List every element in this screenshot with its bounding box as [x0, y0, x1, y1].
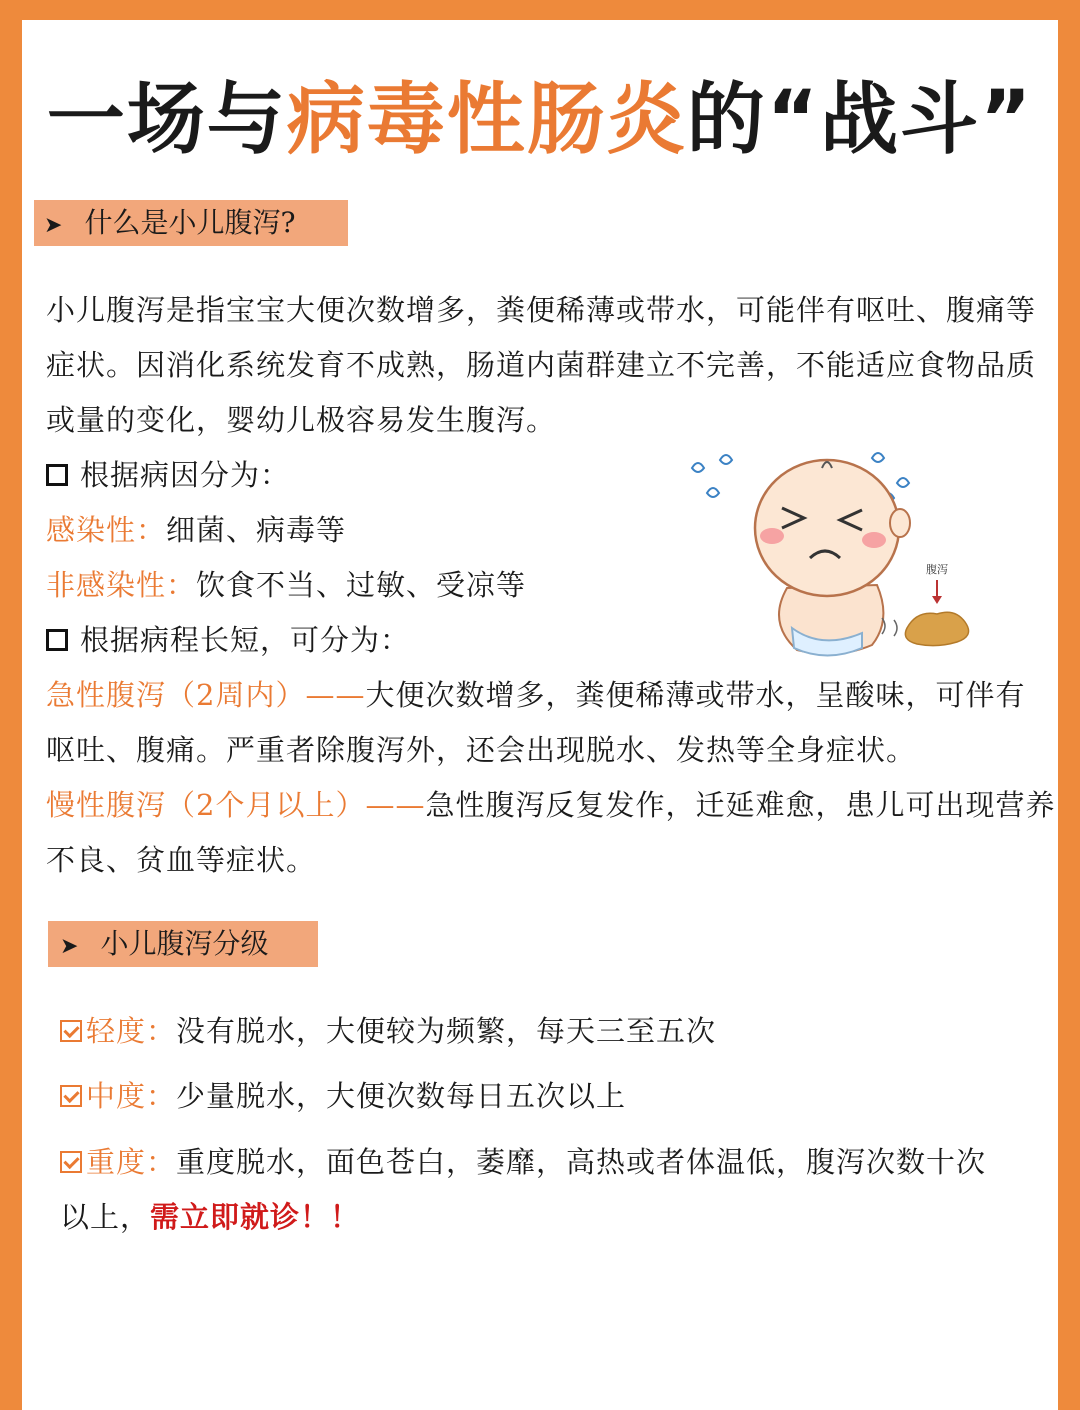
checkbox-checked-icon	[60, 1020, 82, 1042]
noninfectious-text: 饮食不当、过敏、受凉等	[196, 568, 527, 602]
section-heading-what-is: ➤ 什么是小儿腹泻?	[34, 200, 348, 246]
article-card	[22, 20, 1058, 1410]
sweat-drop-icon	[872, 453, 884, 462]
infectious-text: 细菌、病毒等	[166, 513, 347, 547]
noninfectious-label: 非感染性：	[46, 568, 197, 602]
severe-label: 重度：	[86, 1145, 177, 1179]
acute-label: 急性腹泻（2周内）——	[46, 678, 366, 712]
arrow-bullet-icon: ➤	[44, 213, 63, 238]
acute-text: 大便次数增多，粪便稀薄或带水，呈酸味，可伴有	[365, 678, 1026, 712]
grade-moderate	[60, 1069, 626, 1124]
acute-line-2: 呕吐、腹痛。严重者除腹泻外，还会出现脱水、发热等全身症状。	[46, 733, 917, 767]
title-post: 的“战斗”	[686, 75, 1034, 165]
page-title	[22, 70, 1058, 170]
sweat-drop-icon	[707, 488, 719, 497]
mild-label: 轻度：	[86, 1014, 177, 1048]
grade-severe	[60, 1135, 986, 1190]
section-heading-grading: ➤ 小儿腹泻分级	[48, 921, 318, 967]
chronic-line-2: 不良、贫血等症状。	[46, 843, 317, 877]
checkbox-checked-icon	[60, 1151, 82, 1173]
chronic-label: 慢性腹泻（2个月以上）——	[46, 788, 426, 822]
moderate-text: 少量脱水，大便次数每日五次以上	[176, 1079, 627, 1113]
title-pre: 一场与	[46, 75, 287, 165]
checkbox-checked-icon	[60, 1085, 82, 1107]
infectious-line	[46, 503, 346, 558]
severe-text: 重度脱水，面色苍白，萎靡，高热或者体温低，腹泻次数十次	[176, 1145, 987, 1179]
infectious-label: 感染性：	[46, 513, 167, 547]
illustration-label: 腹泻	[926, 563, 948, 576]
sweat-drop-icon	[692, 463, 704, 472]
sweat-drop-icon	[897, 478, 909, 487]
cause-heading: 根据病因分为：	[46, 448, 290, 503]
intro-paragraph: 小儿腹泻是指宝宝大便次数增多，粪便稀薄或带水，可能伴有呕吐、腹痛等症状。因消化系统发育不成熟，肠道内菌群建立不完善，不能适应食物品质或量的变化，婴幼儿极容易发生腹泻。	[46, 293, 1037, 437]
mild-text: 没有脱水，大便较为频繁，每天三至五次	[176, 1014, 717, 1048]
grade-severe-line-2: 以上，需立即就诊！！	[60, 1200, 361, 1234]
crying-baby-illustration	[682, 438, 982, 663]
grade-mild	[60, 1004, 716, 1059]
square-bullet-icon	[46, 464, 68, 486]
chronic-text: 急性腹泻反复发作，迁延难愈，患儿可出现营养	[425, 788, 1056, 822]
acute-line	[46, 668, 1025, 723]
moderate-label: 中度：	[86, 1079, 177, 1113]
noninfectious-line	[46, 558, 526, 613]
title-highlight: 病毒性肠炎	[286, 75, 687, 165]
square-bullet-icon	[46, 629, 68, 651]
urgent-warning: 需立即就诊！！	[150, 1200, 361, 1234]
course-heading: 根据病程长短，可分为：	[46, 613, 410, 668]
arrow-bullet-icon: ➤	[60, 934, 79, 959]
sweat-drop-icon	[720, 455, 732, 464]
chronic-line	[46, 778, 1055, 833]
